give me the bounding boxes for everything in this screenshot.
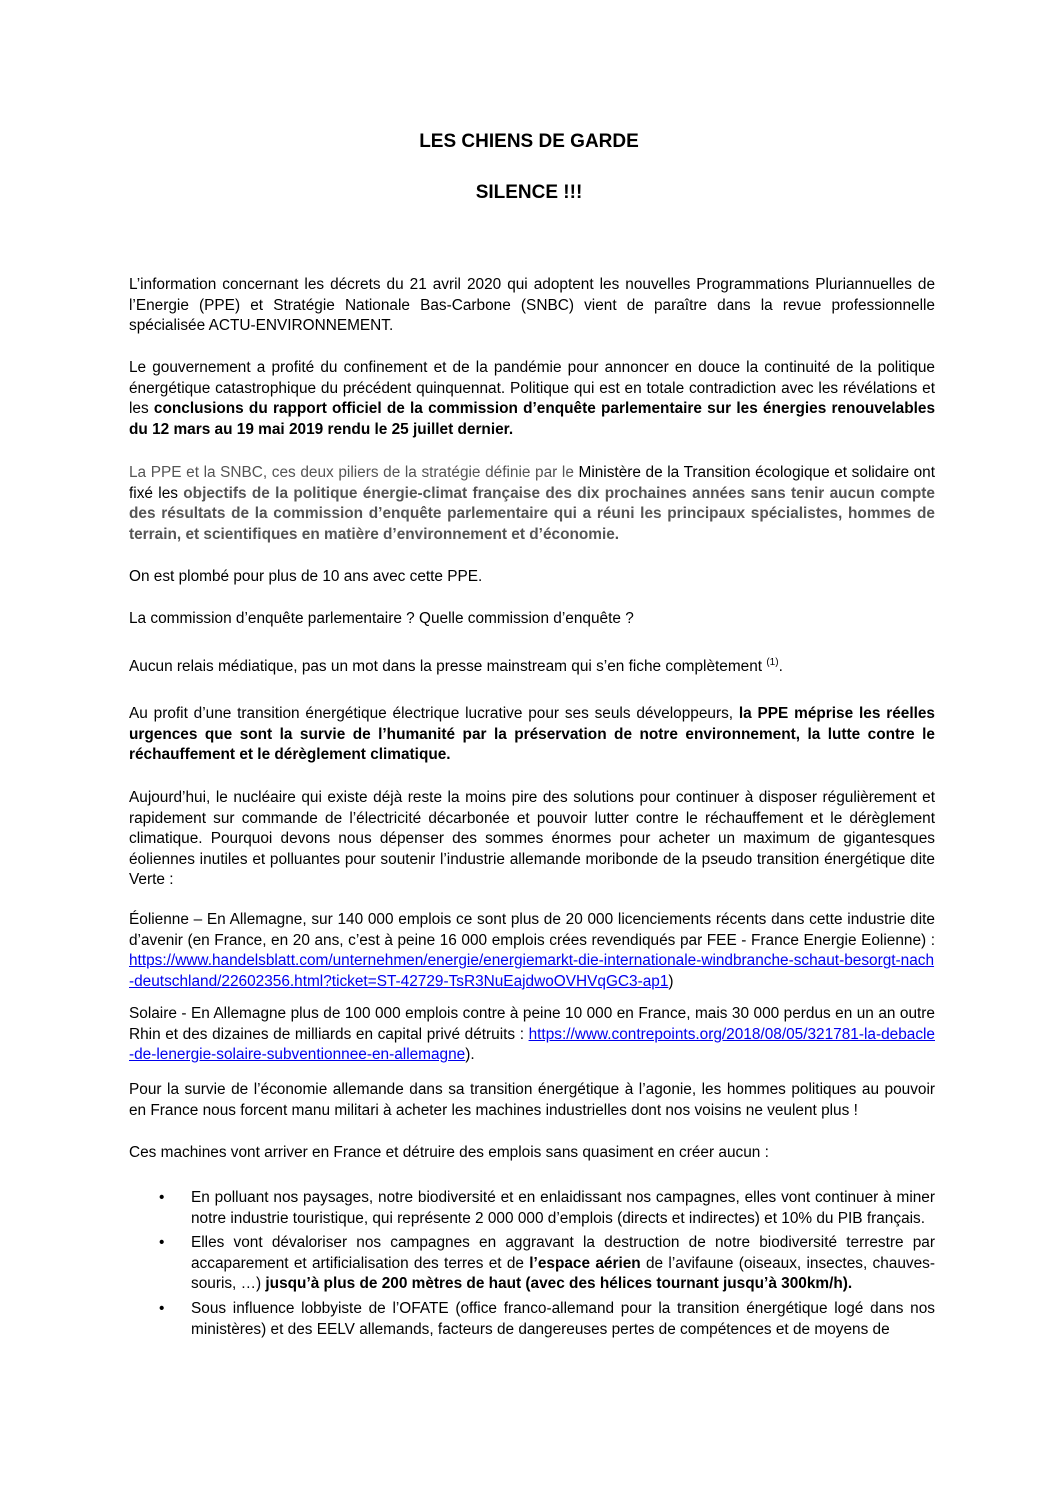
- paragraph-survie: Pour la survie de l’économie allemande dans sa transition énergétique à l’agonie, les hommes politiques au pouvoir en France nous forcent manu militari à acheter les machines industrielles dont nos voisins ne veulent plus !: [129, 1081, 935, 1119]
- list-item-bold: jusqu’à plus de 200 mètres de haut (avec des hélices tournant jusqu’à 300km/h).: [265, 1275, 853, 1293]
- paragraph-ppe-snbc-bold: objectifs de la politique énergie-climat française des dix prochaines années sans tenir aucun compte des résultats de la commission d’enquête parlementaire qui a réuni les principaux spécialistes, hommes de terrain, et scientifiques en matière d’environnement et d’économie.: [129, 484, 935, 543]
- paragraph-eolienne-end: ): [668, 972, 674, 990]
- paragraph-government: [129, 358, 935, 440]
- paragraph-media: [129, 657, 935, 678]
- paragraph-government-text: Le gouvernement a profité du confinement et de la pandémie pour annoncer en douce la continuité de la politique énergétique catastrophique du précédent quinquennat. Politique qui est en totale contradiction avec les révélations et les: [129, 359, 935, 418]
- list-item-text: En polluant nos paysages, notre biodiversité et en enlaidissant nos campagnes, elles vont continuer à miner notre industrie touristique, qui représente 2 000 000 d’emplois (directs et indirectes) et 10% du PIB français.: [191, 1189, 935, 1227]
- paragraph-ppe-snbc-grey: La PPE et la SNBC, ces deux piliers de la stratégie définie par le: [129, 464, 579, 481]
- paragraph-eolienne-text: Éolienne – En Allemagne, sur 140 000 emplois ce sont plus de 20 000 licenciements récents dans cette industrie dite d’avenir (en France, en 20 ans, c’est à peine 16 000 emplois crées revendiqués par FEE - France Energie Eolienne) :: [129, 911, 935, 949]
- list-item-text: de l’avifaune (oiseaux, insectes, chauves-souris, …): [191, 1254, 935, 1293]
- paragraph-ppe-snbc: [129, 463, 935, 545]
- document-title: LES CHIENS DE GARDE: [419, 131, 639, 152]
- contrepoints-link[interactable]: https://www.contrepoints.org/2018/08/05/321781-la-debacle-de-lenergie-solaire-subventionnee-en-allemagne: [129, 1025, 935, 1064]
- paragraph-government-bold: conclusions du rapport officiel de la commission d’enquête parlementaire sur les énergies renouvelables du 12 mars au 19 mai 2019 rendu le 25 juillet dernier.: [129, 400, 936, 438]
- footnote-marker: (1): [766, 656, 779, 668]
- paragraph-transition-bold: la PPE méprise les réelles urgences que sont la survie de l’humanité par la préservation de notre environnement, la lutte contre le réchauffement et le dérèglement climatique.: [129, 705, 935, 764]
- paragraph-media-text: Aucun relais médiatique, pas un mot dans la presse mainstream qui s’en fiche complètement: [129, 658, 767, 675]
- bullet-marker: •: [159, 1189, 165, 1206]
- bullet-marker: •: [159, 1234, 165, 1252]
- paragraph-commission: La commission d’enquête parlementaire ? Quelle commission d’enquête ?: [129, 610, 634, 627]
- list-item-text: Sous influence lobbyiste de l’OFATE (office franco-allemand pour la transition énergétique logé dans nos ministères) et des EELV allemands, facteurs de dangereuses pertes de compétences et de moyens de: [191, 1299, 935, 1338]
- paragraph-media-end: .: [778, 658, 783, 675]
- paragraph-eolienne: [129, 910, 935, 992]
- document-subtitle: SILENCE !!!: [475, 182, 583, 203]
- bullet-marker: •: [159, 1299, 165, 1317]
- paragraph-ppe-snbc-text: Ministère de la Transition écologique et solidaire ont fixé les: [129, 464, 936, 502]
- list-item: [129, 1233, 935, 1295]
- paragraph-transition-text: Au profit d’une transition énergétique électrique lucrative pour ses seuls développeurs,: [129, 705, 739, 722]
- list-item: [129, 1188, 935, 1229]
- paragraph-machines: Ces machines vont arriver en France et détruire des emplois sans quasiment en créer aucun :: [129, 1144, 769, 1161]
- paragraph-nucleaire: Aujourd’hui, le nucléaire qui existe déjà reste la moins pire des solutions pour continuer à disposer régulièrement et rapidement sur commande de l’électricité décarbonée et pouvoir lutter contre le réchauffement et le dérèglement climatique. Pourquoi devons nous dépenser des sommes énormes pour acheter un maximum de gigantesques éoliennes inutiles et polluantes pour soutenir l’industrie allemande moribonde de la pseudo transition énergétique dite Verte :: [129, 789, 935, 889]
- paragraph-plombe: On est plombé pour plus de 10 ans avec cette PPE.: [129, 568, 483, 585]
- paragraph-solaire: [129, 1004, 935, 1066]
- list-item-bold: l’espace aérien: [529, 1254, 641, 1272]
- paragraph-intro: L’information concernant les décrets du 21 avril 2020 qui adoptent les nouvelles Programmations Pluriannuelles de l’Energie (PPE) et Stratégie Nationale Bas-Carbone (SNBC) vient de paraître dans la revue professionnelle spécialisée ACTU-ENVIRONNEMENT.: [129, 276, 935, 335]
- consequences-list: [129, 1188, 935, 1344]
- paragraph-solaire-end: ).: [465, 1046, 475, 1064]
- handelsblatt-link[interactable]: https://www.handelsblatt.com/unternehmen/energie/energiemarkt-die-internationale-windbranche-schaut-besorgt-nach-deutschland/22602356.html?ticket=ST-42729-TsR3NuEajdwoOVHVqGC3-ap1: [129, 952, 935, 990]
- paragraph-solaire-text: Solaire - En Allemagne plus de 100 000 emplois contre à peine 10 000 en France, mais 30 000 perdus en un an outre Rhin et des dizaines de milliards en capital privé détruits :: [129, 1005, 935, 1043]
- paragraph-transition: [129, 704, 935, 766]
- list-item: [129, 1299, 935, 1340]
- list-item-text: Elles vont dévaloriser nos campagnes en aggravant la destruction de notre biodiversité terrestre par accaparement et artificialisation des terres et de: [191, 1234, 935, 1272]
